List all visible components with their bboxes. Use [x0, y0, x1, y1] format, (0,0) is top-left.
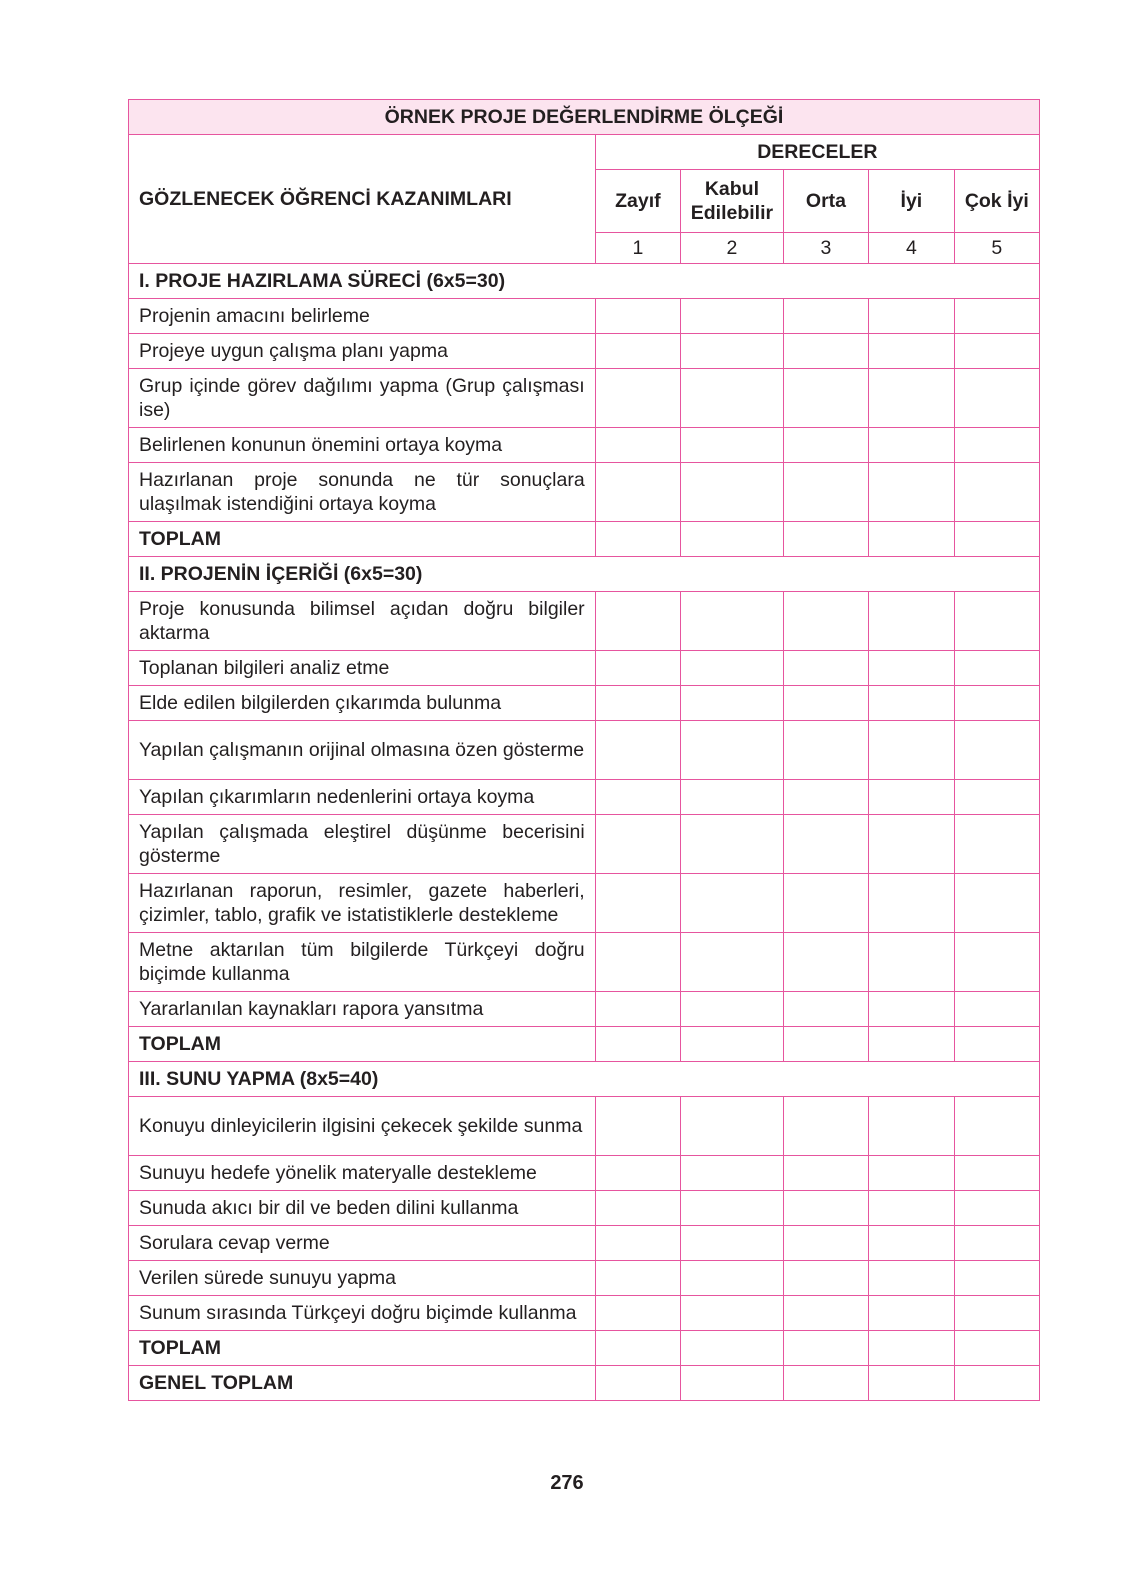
table-row: [129, 1226, 1040, 1261]
table-row: [129, 651, 1040, 686]
score-cell[interactable]: [869, 1366, 954, 1401]
score-cell[interactable]: [783, 651, 868, 686]
score-cell[interactable]: [954, 522, 1039, 557]
score-cell[interactable]: [595, 1366, 680, 1401]
score-cell[interactable]: [954, 1296, 1039, 1331]
table-row: [129, 992, 1040, 1027]
score-cell[interactable]: [681, 686, 784, 721]
score-cell[interactable]: [681, 815, 784, 874]
score-cell[interactable]: [954, 1226, 1039, 1261]
table-row: [129, 780, 1040, 815]
score-cell[interactable]: [954, 1156, 1039, 1191]
section-total-row: [129, 522, 1040, 557]
section-title: II. PROJENİN İÇERİĞİ (6x5=30): [129, 557, 1040, 592]
score-cell[interactable]: [595, 428, 680, 463]
criterion-label: Konuyu dinleyicilerin ilgisini çekecek şekilde sunma: [129, 1097, 596, 1156]
score-cell[interactable]: [783, 721, 868, 780]
score-cell[interactable]: [954, 933, 1039, 992]
score-cell[interactable]: [783, 334, 868, 369]
score-cell[interactable]: [681, 334, 784, 369]
score-cell[interactable]: [595, 369, 680, 428]
criterion-label: Hazırlanan proje sonunda ne tür sonuçlara ulaşılmak istendiğini ortaya koyma: [129, 463, 596, 522]
page-number: 276: [550, 1472, 584, 1494]
criterion-label: Sunum sırasında Türkçeyi doğru biçimde kullanma: [129, 1296, 596, 1331]
scale-number: 2: [681, 233, 784, 264]
scale-label-average: Orta: [783, 170, 868, 233]
section-total-row: [129, 1331, 1040, 1366]
scale-number: 4: [869, 233, 954, 264]
score-cell[interactable]: [595, 874, 680, 933]
score-cell[interactable]: [954, 299, 1039, 334]
score-cell[interactable]: [681, 522, 784, 557]
score-cell[interactable]: [783, 1366, 868, 1401]
score-cell[interactable]: [783, 992, 868, 1027]
score-cell[interactable]: [783, 1296, 868, 1331]
score-cell[interactable]: [954, 463, 1039, 522]
score-cell[interactable]: [954, 721, 1039, 780]
score-cell[interactable]: [869, 299, 954, 334]
grand-total-label: GENEL TOPLAM: [129, 1366, 596, 1401]
criterion-label: Yapılan çalışmanın orijinal olmasına özen gösterme: [129, 721, 596, 780]
score-cell[interactable]: [869, 522, 954, 557]
score-cell[interactable]: [681, 780, 784, 815]
score-cell[interactable]: [783, 1191, 868, 1226]
score-cell[interactable]: [783, 1156, 868, 1191]
scale-label-good: İyi: [869, 170, 954, 233]
score-cell[interactable]: [783, 1226, 868, 1261]
score-cell[interactable]: [783, 1331, 868, 1366]
scale-number: 5: [954, 233, 1039, 264]
score-cell[interactable]: [681, 592, 784, 651]
score-cell[interactable]: [783, 780, 868, 815]
score-cell[interactable]: [783, 428, 868, 463]
project-evaluation-table: [128, 99, 1040, 1401]
score-cell[interactable]: [954, 874, 1039, 933]
score-cell[interactable]: [595, 1331, 680, 1366]
criterion-label: Projeye uygun çalışma planı yapma: [129, 334, 596, 369]
criterion-label: Toplanan bilgileri analiz etme: [129, 651, 596, 686]
table-row: [129, 334, 1040, 369]
score-cell[interactable]: [869, 369, 954, 428]
score-cell[interactable]: [681, 1331, 784, 1366]
criterion-label: Grup içinde görev dağılımı yapma (Grup çalışması ise): [129, 369, 596, 428]
score-cell[interactable]: [869, 874, 954, 933]
table-row: [129, 1261, 1040, 1296]
score-cell[interactable]: [783, 1027, 868, 1062]
score-cell[interactable]: [869, 815, 954, 874]
score-cell[interactable]: [783, 874, 868, 933]
total-label: TOPLAM: [129, 1027, 596, 1062]
criterion-label: Belirlenen konunun önemini ortaya koyma: [129, 428, 596, 463]
score-cell[interactable]: [681, 992, 784, 1027]
score-cell[interactable]: [954, 651, 1039, 686]
score-cell[interactable]: [681, 428, 784, 463]
score-cell[interactable]: [954, 334, 1039, 369]
score-cell[interactable]: [595, 592, 680, 651]
score-cell[interactable]: [681, 1097, 784, 1156]
criteria-header: GÖZLENECEK ÖĞRENCİ KAZANIMLARI: [129, 135, 596, 264]
grand-total-row: [129, 1366, 1040, 1401]
score-cell[interactable]: [681, 463, 784, 522]
score-cell[interactable]: [869, 651, 954, 686]
score-cell[interactable]: [954, 1366, 1039, 1401]
score-cell[interactable]: [681, 1191, 784, 1226]
criterion-label: Proje konusunda bilimsel açıdan doğru bilgiler aktarma: [129, 592, 596, 651]
table-row: [129, 686, 1040, 721]
table-row: [129, 721, 1040, 780]
table-row: [129, 369, 1040, 428]
table-row: [129, 1156, 1040, 1191]
score-cell[interactable]: [954, 1331, 1039, 1366]
score-cell[interactable]: [869, 780, 954, 815]
score-cell[interactable]: [595, 992, 680, 1027]
score-cell[interactable]: [595, 933, 680, 992]
score-cell[interactable]: [869, 463, 954, 522]
score-cell[interactable]: [954, 780, 1039, 815]
score-cell[interactable]: [783, 592, 868, 651]
criterion-label: Elde edilen bilgilerden çıkarımda bulunma: [129, 686, 596, 721]
score-cell[interactable]: [595, 815, 680, 874]
score-cell[interactable]: [681, 1261, 784, 1296]
score-cell[interactable]: [681, 651, 784, 686]
section-total-row: [129, 1027, 1040, 1062]
criterion-label: Yapılan çalışmada eleştirel düşünme becerisini gösterme: [129, 815, 596, 874]
score-cell[interactable]: [681, 1366, 784, 1401]
score-cell[interactable]: [595, 651, 680, 686]
score-cell[interactable]: [595, 780, 680, 815]
criterion-label: Hazırlanan raporun, resimler, gazete haberleri, çizimler, tablo, grafik ve istatistiklerle destekleme: [129, 874, 596, 933]
score-cell[interactable]: [869, 686, 954, 721]
score-cell[interactable]: [681, 369, 784, 428]
score-cell[interactable]: [954, 1261, 1039, 1296]
score-cell[interactable]: [783, 1261, 868, 1296]
criterion-label: Metne aktarılan tüm bilgilerde Türkçeyi doğru biçimde kullanma: [129, 933, 596, 992]
score-cell[interactable]: [869, 592, 954, 651]
score-cell[interactable]: [783, 686, 868, 721]
score-cell[interactable]: [783, 299, 868, 334]
score-cell[interactable]: [783, 815, 868, 874]
criterion-label: Yapılan çıkarımların nedenlerini ortaya koyma: [129, 780, 596, 815]
score-cell[interactable]: [681, 1027, 784, 1062]
criterion-label: Sunuda akıcı bir dil ve beden dilini kullanma: [129, 1191, 596, 1226]
total-label: TOPLAM: [129, 522, 596, 557]
table-row: [129, 1191, 1040, 1226]
scale-number: 3: [783, 233, 868, 264]
criterion-label: Projenin amacını belirleme: [129, 299, 596, 334]
score-cell[interactable]: [681, 1156, 784, 1191]
score-cell[interactable]: [681, 874, 784, 933]
score-cell[interactable]: [869, 1156, 954, 1191]
score-cell[interactable]: [595, 721, 680, 780]
score-cell[interactable]: [954, 1097, 1039, 1156]
score-cell[interactable]: [869, 1097, 954, 1156]
score-cell[interactable]: [595, 1191, 680, 1226]
score-cell[interactable]: [595, 1027, 680, 1062]
score-cell[interactable]: [595, 1097, 680, 1156]
table-row: [129, 874, 1040, 933]
score-cell[interactable]: [595, 686, 680, 721]
score-cell[interactable]: [783, 463, 868, 522]
score-cell[interactable]: [595, 1261, 680, 1296]
score-cell[interactable]: [954, 992, 1039, 1027]
score-cell[interactable]: [869, 721, 954, 780]
scale-number: 1: [595, 233, 680, 264]
criterion-label: Sorulara cevap verme: [129, 1226, 596, 1261]
score-cell[interactable]: [783, 1097, 868, 1156]
score-cell[interactable]: [869, 428, 954, 463]
score-cell[interactable]: [869, 1027, 954, 1062]
criterion-label: Verilen sürede sunuyu yapma: [129, 1261, 596, 1296]
score-cell[interactable]: [681, 1296, 784, 1331]
score-cell[interactable]: [869, 1331, 954, 1366]
score-cell[interactable]: [681, 299, 784, 334]
scale-label-weak: Zayıf: [595, 170, 680, 233]
score-cell[interactable]: [681, 933, 784, 992]
table-row: [129, 1097, 1040, 1156]
score-cell[interactable]: [783, 933, 868, 992]
score-cell[interactable]: [954, 1027, 1039, 1062]
table-row: [129, 815, 1040, 874]
score-cell[interactable]: [595, 1226, 680, 1261]
score-cell[interactable]: [681, 1226, 784, 1261]
score-cell[interactable]: [954, 592, 1039, 651]
score-cell[interactable]: [869, 334, 954, 369]
table-row: [129, 933, 1040, 992]
score-cell[interactable]: [595, 522, 680, 557]
score-cell[interactable]: [954, 369, 1039, 428]
grades-header: DERECELER: [595, 135, 1039, 170]
scale-label-very-good: Çok İyi: [954, 170, 1039, 233]
criterion-label: Sunuyu hedefe yönelik materyalle destekleme: [129, 1156, 596, 1191]
score-cell[interactable]: [954, 686, 1039, 721]
score-cell[interactable]: [954, 428, 1039, 463]
score-cell[interactable]: [954, 815, 1039, 874]
section-title: I. PROJE HAZIRLAMA SÜRECİ (6x5=30): [129, 264, 1040, 299]
score-cell[interactable]: [869, 992, 954, 1027]
score-cell[interactable]: [869, 1261, 954, 1296]
criterion-label: Yararlanılan kaynakları rapora yansıtma: [129, 992, 596, 1027]
score-cell[interactable]: [681, 721, 784, 780]
table-row: [129, 592, 1040, 651]
score-cell[interactable]: [954, 1191, 1039, 1226]
score-cell[interactable]: [869, 1296, 954, 1331]
table-row: [129, 1296, 1040, 1331]
score-cell[interactable]: [869, 933, 954, 992]
score-cell[interactable]: [595, 1156, 680, 1191]
score-cell[interactable]: [595, 334, 680, 369]
score-cell[interactable]: [595, 463, 680, 522]
table-row: [129, 428, 1040, 463]
scale-label-acceptable: Kabul Edilebilir: [681, 170, 784, 233]
total-label: TOPLAM: [129, 1331, 596, 1366]
table-title: ÖRNEK PROJE DEĞERLENDİRME ÖLÇEĞİ: [129, 100, 1040, 135]
score-cell[interactable]: [783, 369, 868, 428]
score-cell[interactable]: [595, 1296, 680, 1331]
score-cell[interactable]: [869, 1226, 954, 1261]
score-cell[interactable]: [783, 522, 868, 557]
score-cell[interactable]: [595, 299, 680, 334]
score-cell[interactable]: [869, 1191, 954, 1226]
table-row: [129, 299, 1040, 334]
table-row: [129, 463, 1040, 522]
section-title: III. SUNU YAPMA (8x5=40): [129, 1062, 1040, 1097]
